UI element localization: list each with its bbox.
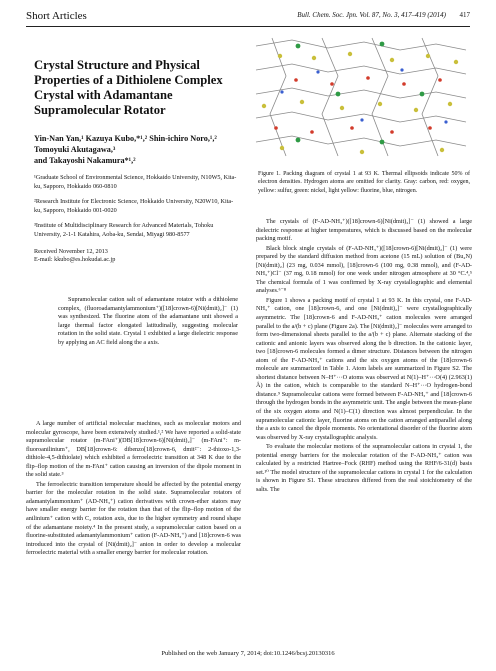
page-header [26, 8, 470, 28]
authors-line-1: Yin-Nan Yan,¹ Kazuya Kubo,*¹,² Shin-ichiro Noro,¹,² Tomoyuki Akutagawa,³ [34, 134, 217, 154]
body-text-right [256, 218, 472, 496]
abstract: Supramolecular cation salt of adamantane rotator with a dithiolene complex, (fluoroadamantylammonium⁺)([18]crown-6)[Ni(dmit)₂]⁻ (1) was synthesized. The fluorine atom of the adamantane unit showed a large thermal factor elongated latitudinally, suggesting molecular rotation in the solid state. Crystal 1 exhibited a large dielectric response by applying an AC field along the a axis. [58, 296, 238, 346]
journal-citation: Bull. Chem. Soc. Jpn. Vol. 87, No. 3, 417–419 (2014) [297, 11, 446, 19]
authors-line-2: and Takayoshi Nakamura*¹,² [34, 156, 136, 165]
packing-diagram-figure [252, 36, 470, 162]
section-label: Short Articles [26, 10, 87, 22]
packing-diagram-image [252, 36, 470, 162]
contact-email: E-mail: kkubo@es.hokudai.ac.jp [34, 256, 116, 264]
received-info [34, 248, 240, 265]
affiliation-1: ¹Graduate School of Environmental Science, Hokkaido University, N10W5, Kita-ku, Sapporo, Hokkaido 060-0810 [34, 174, 237, 190]
affiliation-3: ³Institute of Multidisciplinary Research for Advanced Materials, Tohoku University, 2-1-1 Katahira, Aoba-ku, Sendai, Miyagi 980-8577 [34, 222, 214, 238]
article-title: Crystal Structure and Physical Properties of a Dithiolene Complex Crystal with Adamantane Supramolecular Rotator [34, 58, 223, 117]
author-list [34, 133, 240, 166]
paragraph: Black block single crystals of (F-AD-NH₃⁺)([18]crown-6)[Ni(dmit)₂]⁻ (1) were prepared by the standard diffusion method from acetone (15 mL) solution of (Bu₄N)[Ni(dmit)₂] (23 mg, 0.034 mmol), [18]crown-6 (100 mg, 0.38 mmol), and (F-AD-NH₃⁺)Cl⁻ (37 mg, 0.18 mmol) for one week under nitrogen atmosphere at 30 °C.⁴,⁵ The chemical formula of 1 was confirmed by X-ray crystallographic and elemental analyses.⁶⁻⁸ [256, 244, 472, 295]
page-footer: Published on the web January 7, 2014; doi:10.1246/bcsj.20130316 [161, 650, 335, 657]
paragraph: The ferroelectric transition temperature should be affected by the potential energy barrier for the molecular rotation in the solid state. Supramolecular rotators of adamantylammonium⁺ (AD-NH₃⁺) cation derivatives with crown-ether stators may have smaller energy barrier for the rotation than that of the flip–flop motion of the anilinium⁺ cation with C₂ rotation axis, due to the higher symmetry and round shape of the adamantane moiety.⁴ In the present study, a supramolecular cation based on a fluorine-substituted adamantylammonium⁺ cation (F-AD-NH₃⁺) and [18]crown-6 was introduced into the crystal of [Ni(dmit)₂]⁻ anion in order to develop a molecular ferroelectric material with a smaller energy barrier for molecular rotation. [26, 480, 241, 557]
title-block [34, 36, 240, 265]
paragraph: A large number of artificial molecular machines, such as molecular motors and molecular gyroscope, have been extensively studied.¹,² We have reported a solid-state supramolecular rotator (m-FAni⁺)(DB[18]crown-6)[Ni(dmit)₂]⁻ (m-FAni⁺: m-fluoroanilinium⁺, DB[18]crown-6: dibenzo[18]crown-6, dmit²⁻: 2-thioxo-1,3-dithiole-4,5-dithiolate) which exhibited a ferroelectric transition at 348 K due to the flip–flop motion of the m-FAni⁺ cation causing an inversion of the dipole moment in the solid state.³ [26, 420, 241, 479]
paragraph: Figure 1 shows a packing motif of crystal 1 at 93 K. In this crystal, one F-AD-NH₃⁺ cation, one [18]crown-6, and one [Ni(dmit)₂]⁻ were crystallographically asymmetric. The [18]crown-6 and F-AD-NH₃⁺ cation molecules were arranged parallel to the a/(b + c) plane (Figure 2a). The [Ni(dmit)₂]⁻ molecules were arranged to form two-dimensional sheets parallel to the a/(b + c) plane. Alternate stacking of the cationic and anionic layers was observed along the b direction. In the cationic layer, two [18]crown-6 molecules formed a dimer structure. Distances between the nitrogen atom of the F-AD-NH₃⁺ cations and the six oxygen atoms of the [18]crown-6 molecule are summarized in Table 1. Atom labels are summarized in Figure S2. The shortest distance between N–H⁺···O atoms was observed at N(1)–H⁺···O(4) (2.963(1) Å) in the cation, which is comparable to the standard N–H⁺···O hydrogen-bond distance.⁹ Supramolecular cations were formed between F-AD-NH₃⁺ and [18]crown-6 through the hydrogen bonds in the asymmetric unit. The angle between the mean-plane of the six oxygen atoms and N(1)–C(1) direction was almost perpendicular. In the supramolecular cationic layer, fluorine atoms on the cation arranged antiparallel along the a axis to cancel the dipole moments. No orientational disorder of the fluorine atom was observed by X-ray crystallographic analysis. [256, 296, 472, 441]
figure-caption: Figure 1. Packing diagram of crystal 1 at 93 K. Thermal ellipsoids indicate 50% of electron densities. Hydrogen atoms are omitted for clarity. Gray: carbon, red: oxygen, yellow: sulfur, green: nickel, light yellow: fluorine, blue, nitrogen. [258, 171, 470, 194]
header-rule [26, 26, 470, 27]
paragraph: The crystals of (F-AD-NH₃⁺)([18]crown-6)[Ni(dmit)₂]⁻ (1) showed a large dielectric response at higher temperatures, which is discussed based on the molecular packing motif. [256, 218, 472, 243]
affiliation-2: ²Research Institute for Electronic Science, Hokkaido University, N20W10, Kita-ku, Sapporo, Hokkaido 001-0020 [34, 198, 234, 214]
received-date: Received November 12, 2013 [34, 247, 108, 255]
paragraph: To evaluate the molecular motions of the supramolecular cations in crystal 1, the potential energy barriers for the molecular rotation of the F-AD-NH₃⁺ cation was calculated by a restricted Hartree–Fock (RHF) method using the RHF/6-31(d) basis set.¹⁰ The model structure of the supramolecular cations in crystal 1 for the calculation is shown in Figure S1. These structures differed from the real stoichiometry of the salts. The [256, 443, 472, 493]
body-text-left [26, 420, 241, 559]
affiliations [34, 174, 240, 240]
page-number: 417 [459, 11, 470, 19]
